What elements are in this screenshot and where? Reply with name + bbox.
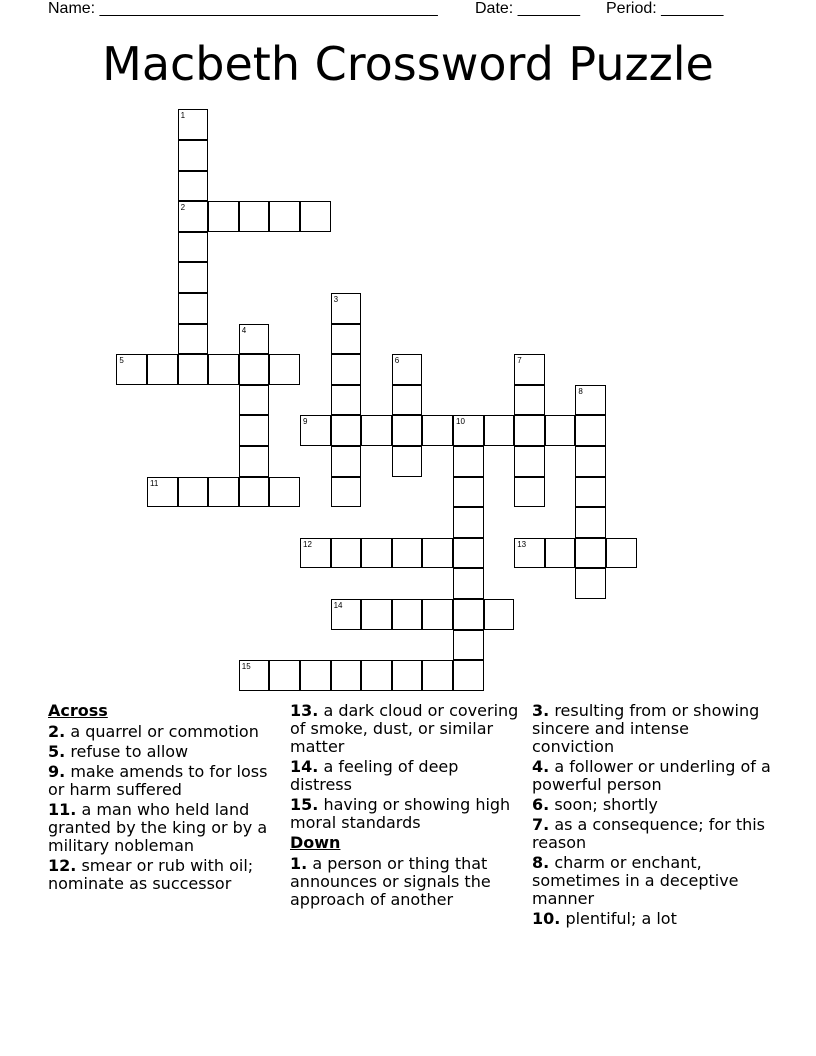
down-heading: Down xyxy=(290,833,341,852)
grid-cell[interactable] xyxy=(331,660,362,691)
grid-cell[interactable] xyxy=(422,415,453,446)
grid-cell[interactable] xyxy=(514,538,545,569)
grid-cell[interactable] xyxy=(514,477,545,508)
grid-cell[interactable] xyxy=(392,660,423,691)
grid-cell[interactable] xyxy=(484,415,515,446)
grid-cell[interactable] xyxy=(392,446,423,477)
grid-cell[interactable] xyxy=(331,324,362,355)
clue-column-3 xyxy=(532,702,772,930)
grid-cell[interactable] xyxy=(147,354,178,385)
grid-cell[interactable] xyxy=(453,415,484,446)
grid-cell[interactable] xyxy=(422,599,453,630)
grid-cell[interactable] xyxy=(392,385,423,416)
grid-cell[interactable] xyxy=(575,446,606,477)
down-clue: 1. a person or thing that announces or signals the approach of another xyxy=(290,854,491,909)
grid-cell[interactable] xyxy=(269,477,300,508)
grid-cell[interactable] xyxy=(178,140,209,171)
clue-number: 11 xyxy=(150,478,159,488)
grid-cell[interactable] xyxy=(178,293,209,324)
grid-cell[interactable] xyxy=(514,415,545,446)
grid-cell[interactable] xyxy=(239,446,270,477)
clue-number: 4 xyxy=(241,325,247,335)
clue-number: 10 xyxy=(456,417,465,427)
across-clue: 11. a man who held land granted by the king or by a military nobleman xyxy=(48,800,268,855)
grid-cell[interactable] xyxy=(331,477,362,508)
grid-cell[interactable] xyxy=(239,415,270,446)
grid-cell[interactable] xyxy=(239,660,270,691)
grid-cell[interactable] xyxy=(545,415,576,446)
clue-number: 12 xyxy=(303,539,312,549)
grid-cell[interactable] xyxy=(453,507,484,538)
period-field[interactable]: Period: _______ xyxy=(606,0,724,17)
grid-cell[interactable] xyxy=(239,477,270,508)
grid-cell[interactable] xyxy=(331,599,362,630)
grid-cell[interactable] xyxy=(453,446,484,477)
grid-cell[interactable] xyxy=(453,538,484,569)
clue-number: 6 xyxy=(394,356,400,366)
grid-cell[interactable] xyxy=(361,538,392,569)
grid-cell[interactable] xyxy=(392,415,423,446)
grid-cell[interactable] xyxy=(208,354,239,385)
clue-column-2 xyxy=(290,702,522,911)
grid-cell[interactable] xyxy=(453,660,484,691)
grid-cell[interactable] xyxy=(331,538,362,569)
grid-cell[interactable] xyxy=(361,660,392,691)
grid-cell[interactable] xyxy=(453,477,484,508)
clue-number: 5 xyxy=(119,356,124,366)
grid-cell[interactable] xyxy=(300,201,331,232)
clue-number: 1 xyxy=(180,111,186,121)
down-clue: 6. soon; shortly xyxy=(532,795,658,814)
grid-cell[interactable] xyxy=(392,538,423,569)
grid-cell[interactable] xyxy=(422,660,453,691)
grid-cell[interactable] xyxy=(178,232,209,263)
grid-cell[interactable] xyxy=(178,324,209,355)
grid-cell[interactable] xyxy=(514,354,545,385)
grid-cell[interactable] xyxy=(178,354,209,385)
across-heading: Across xyxy=(48,701,108,720)
grid-cell[interactable] xyxy=(239,385,270,416)
grid-cell[interactable] xyxy=(208,201,239,232)
grid-cell[interactable] xyxy=(178,262,209,293)
grid-cell[interactable] xyxy=(361,415,392,446)
across-clue: 2. a quarrel or commotion xyxy=(48,722,259,741)
across-clue: 5. refuse to allow xyxy=(48,742,189,761)
clue-number: 15 xyxy=(241,662,251,672)
grid-cell[interactable] xyxy=(392,354,423,385)
clue-number: 13 xyxy=(517,539,527,549)
clue-number: 2 xyxy=(180,203,186,213)
grid-cell[interactable] xyxy=(514,385,545,416)
grid-cell[interactable] xyxy=(331,385,362,416)
across-clue: 9. make amends to for loss or harm suffered xyxy=(48,762,268,799)
down-clue: 8. charm or enchant, sometimes in a deceptive manner xyxy=(532,853,739,908)
grid-cell[interactable] xyxy=(331,354,362,385)
grid-cell[interactable] xyxy=(575,507,606,538)
grid-cell[interactable] xyxy=(269,660,300,691)
clue-number: 7 xyxy=(517,356,522,366)
clue-number: 14 xyxy=(333,601,343,610)
grid-cell[interactable] xyxy=(422,538,453,569)
grid-cell[interactable] xyxy=(453,599,484,630)
grid-cell[interactable] xyxy=(575,477,606,508)
grid-cell[interactable] xyxy=(239,354,270,385)
across-clue: 13. a dark cloud or covering of smoke, dust, or similar matter xyxy=(290,701,519,756)
grid-cell[interactable] xyxy=(178,201,209,232)
name-field[interactable]: Name: ______________________________________ xyxy=(48,0,438,17)
grid-cell[interactable] xyxy=(453,568,484,599)
grid-cell[interactable] xyxy=(392,599,423,630)
grid-cell[interactable] xyxy=(239,324,270,355)
across-clue: 12. smear or rub with oil; nominate as successor xyxy=(48,856,254,893)
clue-number: 9 xyxy=(303,417,308,427)
grid-cell[interactable] xyxy=(300,538,331,569)
grid-cell[interactable] xyxy=(300,660,331,691)
grid-cell[interactable] xyxy=(269,354,300,385)
down-clue: 7. as a consequence; for this reason xyxy=(532,815,766,852)
grid-cell[interactable] xyxy=(116,354,147,385)
across-clue: 15. having or showing high moral standards xyxy=(290,795,511,832)
page-title: Macbeth Crossword Puzzle xyxy=(102,37,714,91)
grid-cell[interactable] xyxy=(300,415,331,446)
grid-cell[interactable] xyxy=(178,109,209,140)
grid-cell[interactable] xyxy=(269,201,300,232)
grid-cell[interactable] xyxy=(606,538,637,569)
date-field[interactable]: Date: _______ xyxy=(475,0,580,17)
clue-number: 8 xyxy=(578,386,583,396)
grid-cell[interactable] xyxy=(208,477,239,508)
grid-cell[interactable] xyxy=(575,538,606,569)
grid-cell[interactable] xyxy=(453,630,484,661)
across-clue: 14. a feeling of deep distress xyxy=(290,757,459,794)
down-clue: 10. plentiful; a lot xyxy=(532,909,677,928)
grid-cell[interactable] xyxy=(545,538,576,569)
grid-cell[interactable] xyxy=(331,446,362,477)
grid-cell[interactable] xyxy=(331,415,362,446)
grid-cell[interactable] xyxy=(147,477,178,508)
grid-cell[interactable] xyxy=(239,201,270,232)
grid-cell[interactable] xyxy=(484,599,515,630)
grid-cell[interactable] xyxy=(178,477,209,508)
grid-cell[interactable] xyxy=(575,385,606,416)
grid-cell[interactable] xyxy=(361,599,392,630)
grid-cell[interactable] xyxy=(575,415,606,446)
down-clue: 3. resulting from or showing sincere and intense conviction xyxy=(532,701,760,756)
grid-cell[interactable] xyxy=(575,568,606,599)
grid-cell[interactable] xyxy=(514,446,545,477)
grid-cell[interactable] xyxy=(178,171,209,202)
grid-cell[interactable] xyxy=(331,293,362,324)
clue-number: 3 xyxy=(333,295,339,304)
clue-column-1 xyxy=(48,702,274,895)
down-clue: 4. a follower or underling of a powerful person xyxy=(532,757,771,794)
